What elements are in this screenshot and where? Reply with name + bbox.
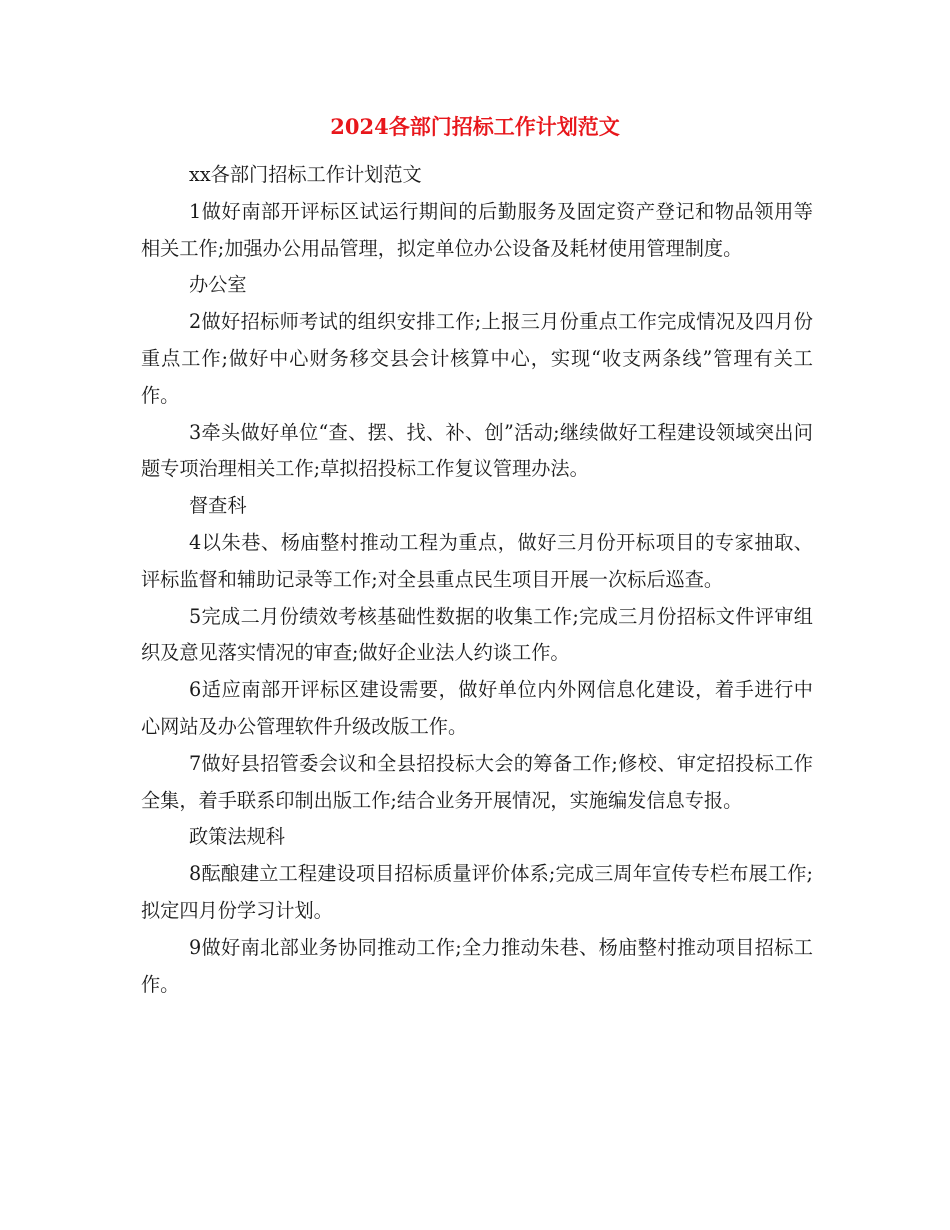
section-heading: 办公室 <box>189 273 247 297</box>
paragraph: 4以朱巷、杨庙整村推动工程为重点，做好三月份开标项目的专家抽取、评标监督和辅助记录等工作;对全县重点民生项目开展一次标后巡查。 <box>141 530 813 591</box>
paragraph: 1做好南部开评标区试运行期间的后勤服务及固定资产登记和物品领用等相关工作;加强办公用品管理，拟定单位办公设备及耗材使用管理制度。 <box>141 199 813 260</box>
paragraph: 7做好县招管委会议和全县招投标大会的筹备工作;修校、审定招投标工作全集，着手联系印制出版工作;结合业务开展情况，实施编发信息专报。 <box>141 751 813 812</box>
section-heading: 政策法规科 <box>189 825 285 849</box>
paragraph: 9做好南北部业务协同推动工作;全力推动朱巷、杨庙整村推动项目招标工作。 <box>141 935 813 996</box>
document-body <box>141 157 813 1003</box>
section-heading: 督查科 <box>189 494 247 518</box>
paragraph: 6适应南部开评标区建设需要，做好单位内外网信息化建设，着手进行中心网站及办公管理软件升级改版工作。 <box>141 678 813 738</box>
paragraph: 8酝酿建立工程建设项目招标质量评价体系;完成三周年宣传专栏布展工作;拟定四月份学习计划。 <box>141 862 813 922</box>
paragraph: xx各部门招标工作计划范文 <box>189 163 422 186</box>
document-title: 2024各部门招标工作计划范文 <box>330 114 620 139</box>
paragraph: 2做好招标师考试的组织安排工作;上报三月份重点工作完成情况及四月份重点工作;做好中心财务移交县会计核算中心，实现“收支两条线”管理有关工作。 <box>141 310 813 407</box>
paragraph: 3牵头做好单位“查、摆、找、补、创”活动;继续做好工程建设领域突出问题专项治理相关工作;草拟招投标工作复议管理办法。 <box>141 420 813 481</box>
paragraph: 5完成二月份绩效考核基础性数据的收集工作;完成三月份招标文件评审组织及意见落实情况的审查;做好企业法人约谈工作。 <box>141 604 813 665</box>
